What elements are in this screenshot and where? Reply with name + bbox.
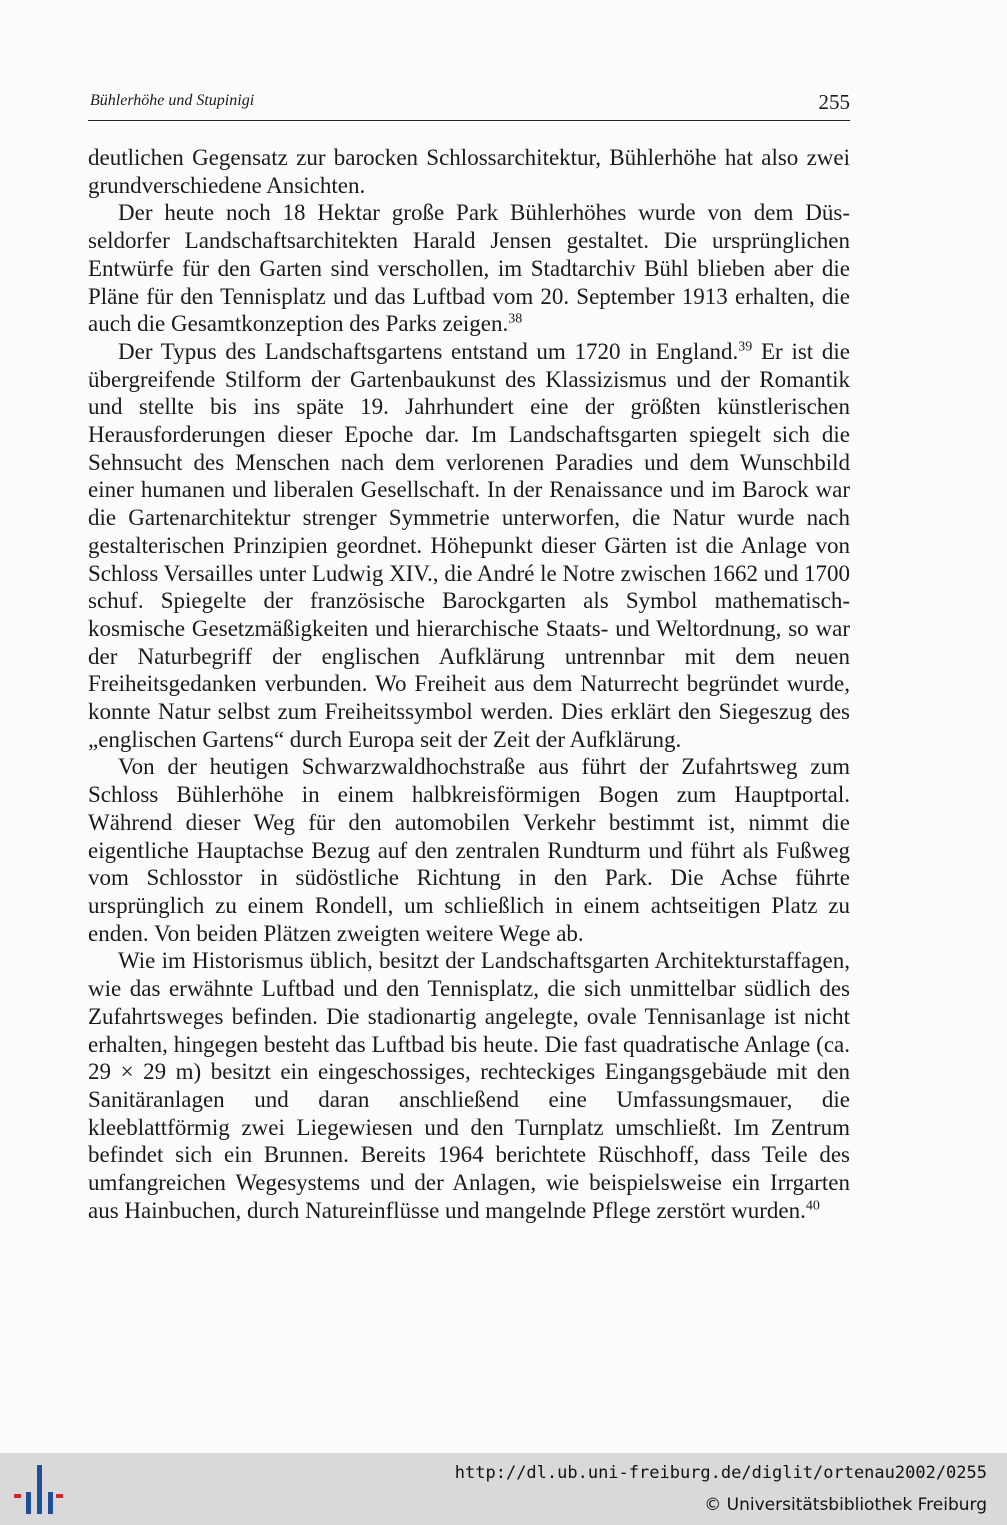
paragraph-2: [88, 199, 850, 338]
paragraph-3-text-after: Er ist die übergreifende Stilform der Gartenbaukunst des Klassizismus und der Romantik und stellte bis ins späte 19. Jahrhundert eine der größten künstlerischen Herausforderungen dieser Epoche dar. Im Landschaftsgarten spiegelt sich die Sehnsucht des Menschen nach dem verlorenen Paradies und dem Wunschbild einer humanen und liberalen Gesellschaft. In der Renaissance und im Barock war die Gartenarchitektur strenger Symmetrie unterworfen, die Natur wurde nach gestalterischen Prinzipien geordnet. Höhepunkt dieser Gärten ist die Anlage von Schloss Versailles unter Ludwig XIV., die André le Notre zwischen 1662 und 1700 schuf. Spiegelte der französische Barockgarten als Symbol mathematisch-kosmische Gesetzmäßigkeiten und hierarchische Staats- und Weltordnung, so war der Naturbegriff der englischen Aufklärung untrennbar mit dem neuen Freiheitsgedanken verbunden. Wo Freiheit aus dem Naturrecht begründet wurde, konnte Natur selbst zum Freiheitssymbol werden. Dies erklärt den Siegeszug des „englischen Gartens“ durch Europa seit der Zeit der Aufklärung.: [88, 338, 850, 752]
ub-freiburg-logo-icon[interactable]: [12, 1461, 64, 1517]
paragraph-4-text: Von der heutigen Schwarzwaldhochstraße aus führt der Zufahrtsweg zum Schloss Bühlerhöhe in einem halbkreisförmigen Bogen zum Hauptportal. Während dieser Weg für den automobilen Verkehr bestimmt ist, nimmt die eigentliche Hauptachse Bezug auf den zentralen Rundturm und führt als Fußweg vom Schlosstor in südöstliche Richtung in den Park. Die Achse führte ursprünglich zu einem Rondell, um schließlich in einem achtseitigen Platz zu enden. Von beiden Plätzen zweigten weitere Wege ab.: [88, 754, 850, 946]
paragraph-5-text: Wie im Historismus üblich, besitzt der Landschaftsgarten Architekturstaffagen, wie das erwähnte Luftbad und den Tennisplatz, die sich unmittelbar südlich des Zufahrtsweges befinden. Die stadionartig angelegte, ovale Tennisanlage ist nicht erhalten, hingegen besteht das Luftbad bis heute. Die fast quadratische Anlage (ca. 29 × 29 m) besitzt ein eingeschossiges, rechteckiges Eingangsgebäude mit den Sanitäranlagen und daran anschließend eine Umfassungsmauer, die kleeblattförmig zwei Liegewiesen und den Turnplatz umschließt. Im Zentrum befindet sich ein Brunnen. Bereits 1964 berichtete Rüschhoff, dass Teile des umfangreichen Wegesystems und der Anlagen, wie beispielsweise ein Irrgarten aus Hainbuchen, durch Natureinflüsse und mangelnde Pflege zerstört wurden.: [88, 948, 850, 1223]
viewer-footer: [0, 1453, 1007, 1525]
page-header: [88, 88, 850, 121]
running-title: Bühlerhöhe und Stupinigi: [90, 92, 255, 109]
paragraph-2-text: Der heute noch 18 Hektar große Park Bühlerhöhes wurde von dem Düsseldorfer Landschaftsarchitekten Harald Jensen gestaltet. Die ursprünglichen Entwürfe für den Garten sind verschollen, im Stadtarchiv Bühl blieben aber die Pläne für den Tennisplatz und das Luftbad vom 20. September 1913 erhalten, die auch die Gesamtkonzeption des Parks zeigen.: [88, 200, 850, 337]
footnote-ref-39[interactable]: 39: [738, 339, 753, 355]
paragraph-1: [88, 144, 850, 199]
footer-url-link[interactable]: http://dl.ub.uni-freiburg.de/diglit/ortenau2002/0255: [454, 1463, 987, 1483]
footnote-ref-38[interactable]: 38: [508, 311, 523, 327]
paragraph-5: [88, 947, 850, 1224]
paragraph-4: [88, 753, 850, 947]
paragraph-3: [88, 338, 850, 754]
footer-copyright: © Universitätsbibliothek Freiburg: [704, 1495, 987, 1515]
page-number: 255: [818, 90, 850, 114]
paragraph-3-text-before: Der Typus des Landschaftsgartens entstand um 1720 in England.: [118, 338, 739, 364]
footnote-ref-40[interactable]: 40: [805, 1198, 820, 1214]
paragraph-1-text: deutlichen Gegensatz zur barocken Schlossarchitektur, Bühlerhöhe hat also zwei grundverschiedene Ansichten.: [88, 145, 850, 198]
body-text: [88, 144, 850, 1224]
